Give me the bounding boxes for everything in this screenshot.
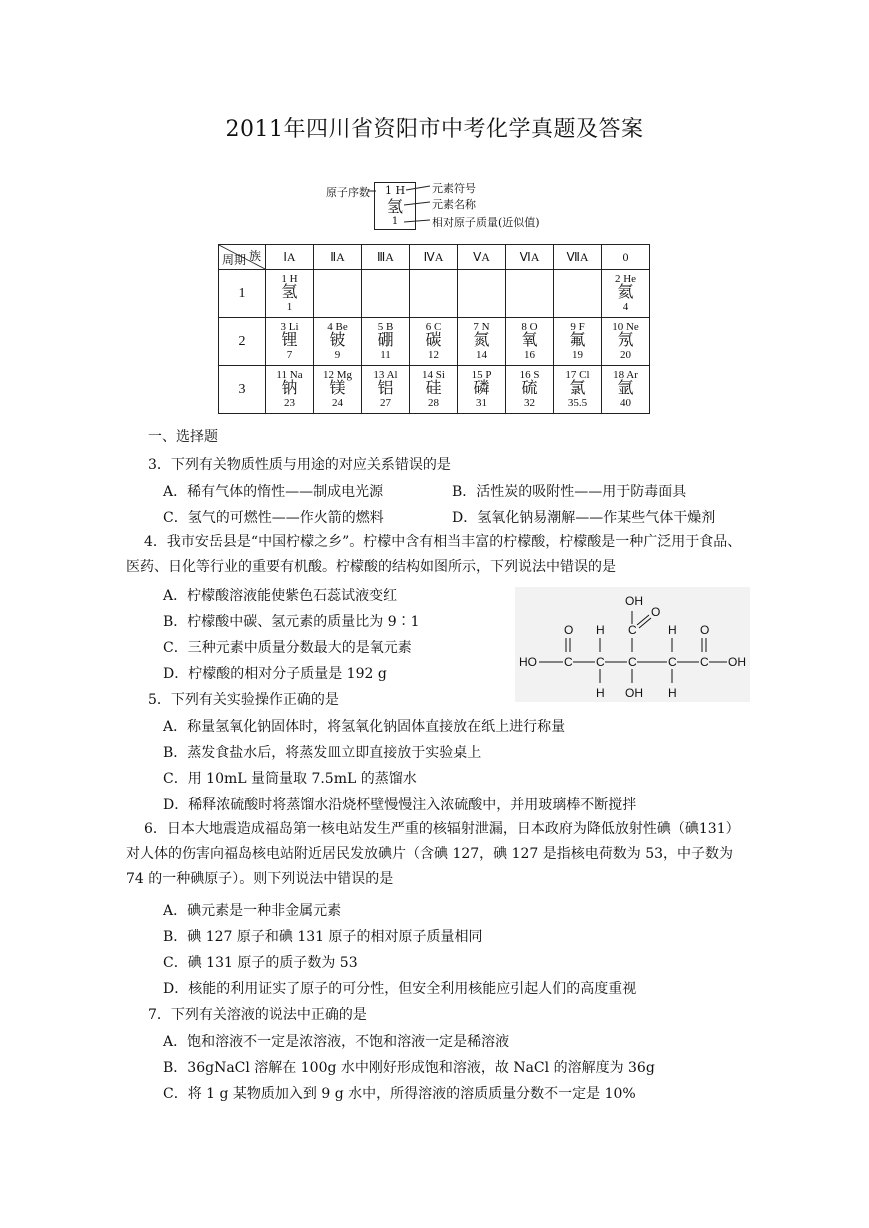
q5-option-c: C．用 10mL 量筒量取 7.5mL 的蒸馏水: [163, 771, 417, 787]
element-name: 氦: [617, 284, 634, 302]
struct-h1: H: [596, 623, 605, 637]
q7-stem: 7．下列有关溶液的说法中正确的是: [148, 1007, 367, 1023]
legend-atomic-number-label: 原子序数: [326, 186, 370, 199]
legend-example-name: 氢: [386, 196, 403, 216]
period-row: [219, 270, 650, 318]
element-name: 铝: [377, 380, 394, 398]
q5-option-a: A．称量氢氧化钠固体时，将氢氧化钠固体直接放在纸上进行称量: [163, 719, 566, 735]
citric-acid-structure: [515, 587, 750, 702]
group-header: 0: [602, 245, 650, 270]
element-symbol: 14 Si: [422, 368, 445, 381]
element-mass: 23: [284, 396, 295, 409]
element-name: 硫: [521, 380, 538, 398]
element-mass: 28: [428, 396, 439, 409]
element-cell: [458, 318, 506, 366]
element-mass: 19: [572, 348, 583, 361]
q7-option-b: B．36gNaCl 溶解在 100g 水中刚好形成饱和溶液，故 NaCl 的溶解度为 36g: [163, 1060, 655, 1076]
element-mass: 16: [524, 348, 535, 361]
element-cell: [314, 318, 362, 366]
group-header: ⅠA: [266, 245, 314, 270]
element-symbol: 9 F: [570, 320, 585, 333]
element-symbol: 16 S: [519, 368, 540, 381]
q5-stem: 5．下列有关实验操作正确的是: [148, 692, 339, 708]
element-symbol: 7 N: [473, 320, 490, 333]
q6-stem: 6．日本大地震造成福岛第一核电站发生严重的核辐射泄漏，日本政府为降低放射性碘（碘131）对人体的伤害向福岛核电站附近居民发放碘片（含碘 127，碘 127 是指核电荷数为 53，中子数为 74 的一种碘原子）。则下列说法中错误的是: [126, 821, 740, 887]
element-cell: [266, 270, 314, 318]
element-cell: [266, 318, 314, 366]
q4-option-d: D．柠檬酸的相对分子质量是 192 g: [163, 666, 387, 682]
period-row: [219, 366, 650, 414]
element-mass: 14: [476, 348, 487, 361]
struct-h4: H: [668, 686, 677, 700]
table-header-row: [219, 245, 650, 270]
page-title: 2011年四川省资阳市中考化学真题及答案: [225, 117, 644, 142]
q3-stem: 3．下列有关物质性质与用途的对应关系错误的是: [148, 457, 451, 473]
q7-option-c: C．将 1 g 某物质加入到 9 g 水中，所得溶液的溶质质量分数不一定是 10%: [163, 1086, 636, 1102]
empty-cell: [362, 270, 410, 318]
element-symbol: 10 Ne: [612, 320, 639, 333]
struct-h3: H: [668, 623, 677, 637]
group-header: ⅤA: [458, 245, 506, 270]
element-mass: 7: [286, 348, 293, 361]
element-name: 硼: [377, 332, 394, 350]
q3-option-b: B．活性炭的吸附性——用于防毒面具: [452, 484, 687, 500]
element-symbol: 17 Cl: [565, 368, 590, 381]
periodic-table-body: [219, 270, 650, 414]
struct-c4: C: [668, 655, 677, 669]
element-cell: [266, 366, 314, 414]
element-cell: [602, 270, 650, 318]
element-cell: [554, 366, 602, 414]
group-header: ⅣA: [410, 245, 458, 270]
legend-symbol-label: 元素符号: [432, 182, 476, 195]
element-mass: 35.5: [567, 396, 588, 409]
element-cell: [602, 366, 650, 414]
empty-cell: [458, 270, 506, 318]
element-mass: 1: [286, 300, 293, 313]
struct-oh-right: OH: [728, 655, 746, 669]
empty-cell: [314, 270, 362, 318]
element-symbol: 8 O: [521, 320, 538, 333]
q3-option-a: A．稀有气体的惰性——制成电光源: [163, 484, 384, 500]
q4-option-a: A．柠檬酸溶液能使紫色石蕊试液变红: [163, 588, 398, 604]
element-cell: [362, 318, 410, 366]
element-name: 碳: [425, 332, 442, 350]
q4-stem: 4．我市安岳县是“中国柠檬之乡”。柠檬中含有相当丰富的柠檬酸，柠檬酸是一种广泛用于食品、医药、日化等行业的重要有机酸。柠檬酸的结构如图所示，下列说法中错误的是: [126, 534, 742, 575]
empty-cell: [506, 270, 554, 318]
element-name: 氖: [617, 332, 634, 350]
element-mass: 27: [380, 396, 391, 409]
element-name: 氧: [521, 332, 538, 350]
struct-ho-left: HO: [519, 655, 537, 669]
period-number: 1: [219, 270, 266, 318]
element-cell: [314, 366, 362, 414]
element-symbol: 6 C: [425, 320, 442, 333]
element-cell: [410, 318, 458, 366]
q5-option-d: D．稀释浓硫酸时将蒸馏水沿烧杯壁慢慢注入浓硫酸中，并用玻璃棒不断搅拌: [163, 797, 637, 813]
element-symbol: 11 Na: [276, 368, 303, 381]
element-name: 氟: [569, 332, 586, 350]
struct-o-left: O: [564, 623, 574, 637]
period-number: 3: [219, 366, 266, 414]
element-name: 氮: [473, 332, 490, 350]
legend-mass-label: 相对原子质量(近似值): [432, 216, 540, 229]
q6-option-d: D．核能的利用证实了原子的可分性，但安全利用核能应引起人们的高度重视: [163, 981, 637, 997]
q3-option-d: D．氢氧化钠易潮解——作某些气体干燥剂: [452, 510, 716, 526]
q6-option-c: C．碘 131 原子的质子数为 53: [163, 955, 358, 971]
element-legend: [320, 178, 540, 234]
element-mass: 32: [524, 396, 535, 409]
legend-example-symbol: 1 H: [384, 184, 406, 197]
section-heading: 一、选择题: [148, 429, 218, 445]
element-symbol: 4 Be: [327, 320, 348, 333]
legend-example-mass: 1: [391, 216, 399, 228]
table-corner-cell: [219, 245, 266, 270]
struct-o-top: O: [651, 605, 661, 619]
element-symbol: 3 Li: [280, 320, 299, 333]
element-symbol: 15 P: [471, 368, 492, 381]
struct-o-right: O: [700, 623, 710, 637]
element-cell: [362, 366, 410, 414]
struct-c1: C: [564, 655, 573, 669]
element-symbol: 13 Al: [373, 368, 398, 381]
period-row: [219, 318, 650, 366]
element-name: 硅: [425, 380, 442, 398]
group-header: ⅡA: [314, 245, 362, 270]
element-symbol: 5 B: [377, 320, 394, 333]
q7-option-a: A．饱和溶液不一定是浓溶液，不饱和溶液一定是稀溶液: [163, 1034, 510, 1050]
empty-cell: [554, 270, 602, 318]
period-number: 2: [219, 318, 266, 366]
group-header: ⅥA: [506, 245, 554, 270]
element-symbol: 1 H: [281, 272, 298, 285]
element-name: 氯: [569, 380, 586, 398]
element-name: 钠: [281, 380, 298, 398]
struct-c3: C: [628, 655, 637, 669]
element-mass: 4: [622, 300, 629, 313]
element-name: 氩: [617, 380, 634, 398]
element-symbol: 2 He: [614, 272, 637, 285]
legend-name-label: 元素名称: [432, 198, 476, 211]
element-name: 磷: [473, 380, 490, 398]
element-mass: 20: [620, 348, 631, 361]
struct-oh-bottom: OH: [625, 686, 643, 700]
element-cell: [554, 318, 602, 366]
struct-c-top: C: [628, 623, 637, 637]
corner-period-label: 周期: [222, 253, 247, 267]
element-name: 锂: [281, 332, 298, 350]
group-header: ⅢA: [362, 245, 410, 270]
empty-cell: [410, 270, 458, 318]
element-mass: 12: [428, 348, 439, 361]
element-mass: 31: [476, 396, 487, 409]
element-mass: 11: [380, 348, 391, 361]
group-header: ⅦA: [554, 245, 602, 270]
element-cell: [458, 366, 506, 414]
periodic-table: [218, 244, 650, 414]
element-cell: [410, 366, 458, 414]
struct-oh-top: OH: [625, 594, 643, 608]
element-mass: 9: [334, 348, 341, 361]
element-symbol: 18 Ar: [613, 368, 638, 381]
q3-option-c: C．氢气的可燃性——作火箭的燃料: [163, 510, 384, 526]
struct-c5: C: [700, 655, 709, 669]
element-symbol: 12 Mg: [322, 368, 353, 381]
struct-c2: C: [596, 655, 605, 669]
element-mass: 24: [332, 396, 343, 409]
struct-h2: H: [596, 686, 605, 700]
q6-option-b: B．碘 127 原子和碘 131 原子的相对原子质量相同: [163, 929, 483, 945]
element-cell: [506, 366, 554, 414]
corner-group-label: 族: [248, 249, 261, 263]
element-name: 氢: [281, 284, 298, 302]
element-cell: [602, 318, 650, 366]
element-name: 镁: [329, 380, 346, 398]
q5-option-b: B．蒸发食盐水后，将蒸发皿立即直接放于实验桌上: [163, 745, 482, 761]
element-mass: 40: [620, 396, 631, 409]
element-name: 铍: [329, 332, 346, 350]
element-cell: [506, 318, 554, 366]
q6-option-a: A．碘元素是一种非金属元素: [163, 903, 342, 919]
q4-option-c: C．三种元素中质量分数最大的是氧元素: [163, 640, 412, 656]
q4-option-b: B．柠檬酸中碳、氢元素的质量比为 9∶1: [163, 614, 420, 630]
